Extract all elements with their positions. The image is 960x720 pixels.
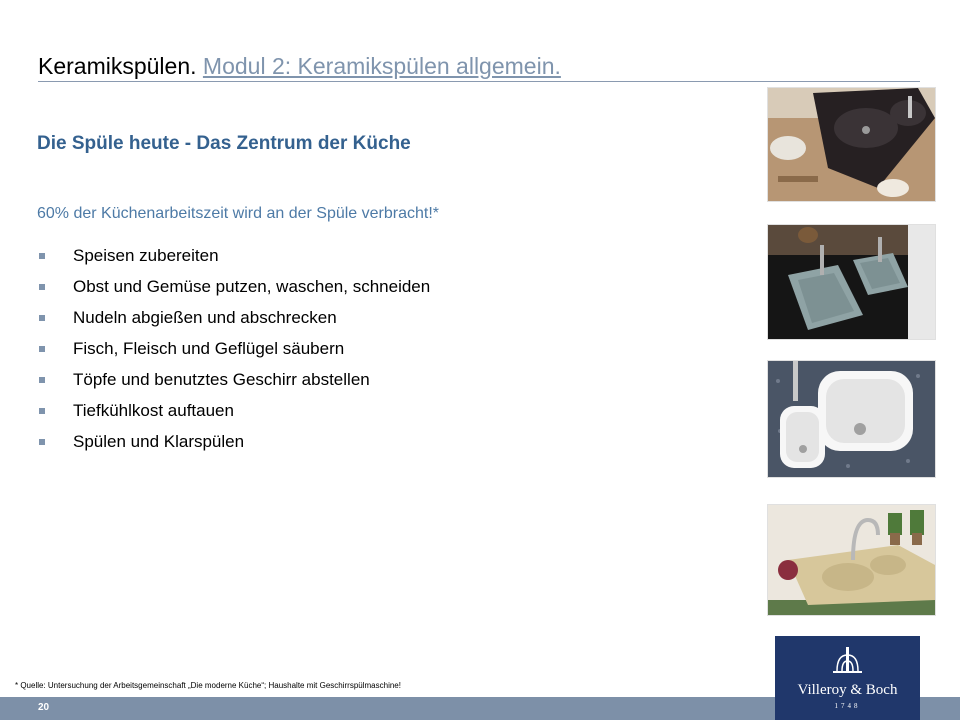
bullet-item [36, 338, 430, 369]
bullet-text: Töpfe und benutztes Geschirr abstellen [73, 370, 370, 389]
bullet-square-icon [39, 315, 45, 321]
title-sub: Modul 2: Keramikspülen allgemein. [202, 53, 561, 79]
footnote: * Quelle: Untersuchung der Arbeitsgemeinschaft „Die moderne Küche“; Haushalte mit Geschirrspülmaschine! [15, 681, 401, 690]
page-number: 20 [38, 702, 50, 713]
logo-year-text: 1748 [834, 702, 861, 710]
bullet-square-icon [39, 346, 45, 352]
bullet-item [36, 307, 430, 338]
title-main: Keramikspülen. [38, 53, 197, 79]
fountain-emblem-icon [829, 645, 866, 677]
bullet-square-icon [39, 284, 45, 290]
sink-photo-grey-double [767, 224, 936, 340]
bullet-item [36, 400, 430, 431]
sink-photo-corner-dark [767, 87, 936, 202]
logo-brand-text: Villeroy & Boch [797, 682, 898, 698]
bullet-item [36, 369, 430, 400]
sink-photo-white-granite [767, 360, 936, 478]
bullet-list [36, 245, 430, 462]
villeroy-boch-logo [775, 636, 920, 720]
sink-photo-beige-corner [767, 504, 936, 616]
bullet-item [36, 431, 430, 462]
bullet-item [36, 245, 430, 276]
bullet-square-icon [39, 408, 45, 414]
slide-title [38, 52, 920, 82]
bullet-text: Fisch, Fleisch und Geflügel säubern [73, 339, 345, 358]
bullet-square-icon [39, 439, 45, 445]
bullet-text: Tiefkühlkost auftauen [73, 401, 234, 420]
bullet-square-icon [39, 377, 45, 383]
bullet-text: Spülen und Klarspülen [73, 432, 245, 451]
bullet-item [36, 276, 430, 307]
bullet-square-icon [39, 253, 45, 259]
intro-text: 60% der Küchenarbeitszeit wird an der Spüle verbracht!* [37, 205, 439, 222]
bullet-text: Obst und Gemüse putzen, waschen, schneiden [73, 277, 431, 296]
bullet-text: Speisen zubereiten [73, 246, 219, 265]
section-heading: Die Spüle heute - Das Zentrum der Küche [37, 133, 411, 154]
bullet-text: Nudeln abgießen und abschrecken [73, 308, 337, 327]
